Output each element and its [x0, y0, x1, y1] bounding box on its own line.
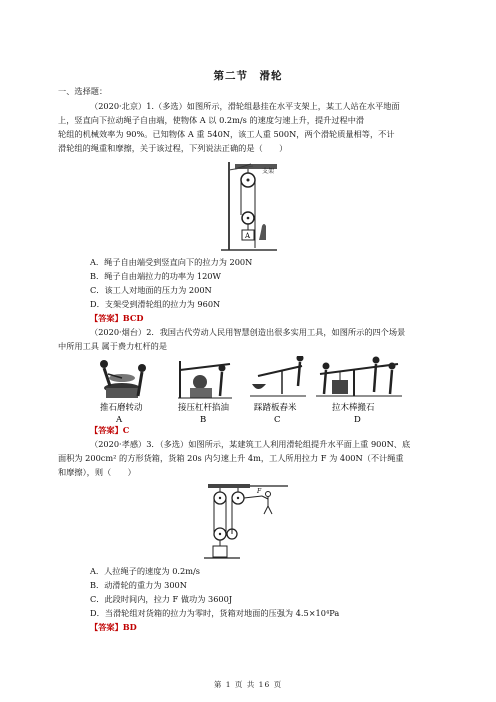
q2-caption-a: 推石磨转动 — [100, 403, 143, 413]
q3-line-2: 面积为 200cm² 的方形货箱，货箱 20s 内匀速上升 4m，工人所用拉力 F 为 400N（不计绳重 — [58, 453, 404, 463]
q1-fig-label-a: A — [245, 232, 251, 240]
q1-answer: 【答案】BCD — [90, 313, 144, 323]
q3-option-d: D．当滑轮组对货箱的拉力为零时，货箱对地面的压强为 4.5×10⁴Pa — [90, 608, 340, 618]
section-heading: 一、选择题： — [58, 86, 108, 96]
q2-caption-d: 拉木棒搬石 — [332, 403, 375, 413]
q3-pulley-figure — [200, 484, 296, 564]
q1-option-c: C．该工人对地面的压力为 200N — [90, 285, 212, 295]
q2-letter-a: A — [116, 415, 123, 424]
q2-scene-b — [178, 361, 232, 398]
q2-letter-c: C — [274, 415, 281, 424]
q1-option-b: B．绳子自由端拉力的功率为 120W — [90, 271, 221, 281]
q2-scenes-figure — [92, 356, 404, 424]
q2-letter-b: B — [200, 415, 207, 424]
q1-line-1: （2020·北京）1.（多选）如图所示，滑轮组悬挂在水平支架上，某工人站在水平地面 — [90, 101, 400, 111]
page-footer: 第 1 页 共 16 页 — [213, 680, 283, 689]
q2-caption-b: 接压杠杆掐油 — [178, 403, 230, 413]
q1-line-4: 滑轮组的绳重和摩擦，关于该过程，下列说法正确的是（ ） — [58, 143, 288, 153]
q1-line-3: 轮组的机械效率为 90%。已知物体 A 重 540N，该工人重 500N，两个滑轮质量相等，不计 — [58, 129, 395, 139]
q3-fig-label-f: F — [257, 488, 262, 495]
q2-letter-d: D — [354, 415, 361, 424]
q2-scene-a — [100, 360, 146, 398]
q1-fig-label-support: 支架 — [262, 168, 275, 175]
q1-option-d: D．支架受到滑轮组的拉力为 960N — [90, 299, 221, 309]
q2-line-1: （2020·烟台）2．我国古代劳动人民用智慧创造出很多实用工具，如图所示的四个场景 — [90, 327, 406, 337]
q1-line-2: 上，竖直向下拉动绳子自由端，使物体 A 以 0.2m/s 的速度匀速上升，提升过程中滑 — [58, 115, 365, 125]
q1-pulley-figure — [215, 160, 285, 255]
q3-answer: 【答案】BD — [90, 622, 137, 632]
q3-option-c: C．此段时间内，拉力 F 做功为 3600J — [90, 594, 233, 604]
q3-option-a: A．人拉绳子的速度为 0.2m/s — [90, 566, 200, 576]
q3-line-3: 和摩擦），则（ ） — [58, 467, 136, 477]
q2-caption-c: 踩踏板舂米 — [254, 403, 297, 413]
q2-scene-d — [316, 357, 402, 397]
q3-option-b: B．动滑轮的重力为 300N — [90, 580, 187, 590]
q2-scene-c — [250, 356, 306, 396]
q2-answer: 【答案】C — [90, 425, 130, 435]
q2-line-2: 中所用工具 属于费力杠杆的是 — [58, 341, 168, 351]
q1-option-a: A．绳子自由端受到竖直向下的拉力为 200N — [90, 257, 253, 267]
page-title: 第二节 滑轮 — [213, 70, 283, 82]
q3-line-1: （2020·孝感）3．（多选）如图所示，某建筑工人利用滑轮组提升水平面上重 900N、底 — [90, 439, 411, 449]
